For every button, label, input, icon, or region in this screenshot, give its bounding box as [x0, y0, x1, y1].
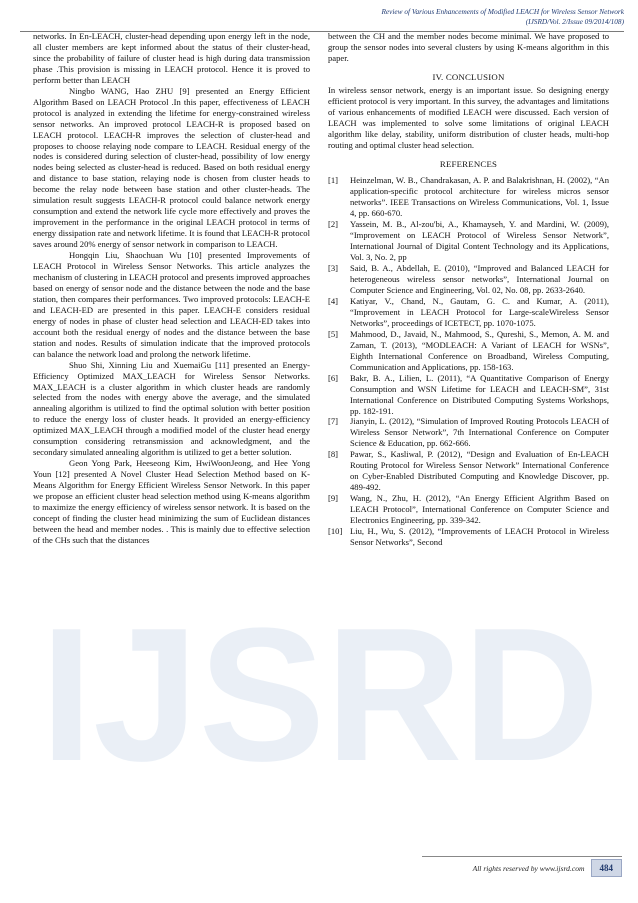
reference-item — [328, 219, 609, 263]
reference-item — [328, 263, 609, 296]
reference-text: Heinzelman, W. B., Chandrakasan, A. P. and Balakrishnan, H. (2002), “An application-specific protocol architecture for wireless micros sensor networks”. IEEE Transactions on Wireless Communications, Vol. 1, Issue 4, pp. 660-670. — [350, 175, 609, 219]
references-heading: REFERENCES — [439, 158, 498, 169]
reference-number: [6] — [328, 372, 339, 383]
reference-text: Katiyar, V., Chand, N., Gautam, G. C. and Kumar, A. (2011), “Improvement in LEACH Protocol for Large-scaleWireless Sensor Networks”, proceedings of ICETECT, pp. 1070-1075. — [350, 295, 609, 328]
reference-number: [5] — [328, 328, 339, 339]
reference-text: Said, B. A., Abdellah, E. (2010), “Improved and Balanced LEACH for heterogeneous wireless sensor networks”, International Journal on Computer Science and Engineering, Vol. 02, No. 08, pp. 2633-2640. — [350, 263, 609, 296]
reference-item — [328, 329, 609, 373]
reference-item — [328, 526, 609, 548]
reference-text: Liu, H., Wu, S. (2012), “Improvements of LEACH Protocol in Wireless Sensor Networks”, Second — [350, 525, 609, 547]
reference-item — [328, 493, 609, 526]
ijsrd-watermark-logo — [40, 560, 600, 840]
footer-rule — [422, 856, 622, 857]
reference-number: [2] — [328, 219, 339, 230]
reference-text: Yassein, M. B., Al-zou'bi, A., Khamayseh, Y. and Mardini, W. (2009), “Improvement on LEACH Protocol of Wireless Sensor Network”, International Journal of Digital Content Technology and its Applications, Vol. 3, No. 2, pp — [350, 219, 609, 263]
conclusion-heading: IV. CONCLUSION — [432, 71, 505, 82]
reference-text: Mahmood, D., Javaid, N., Mahmood, S., Qureshi, S., Memon, A. M. and Zaman, T. (2013), “MODLEACH: A Variant of LEACH for WSNs”, Eighth International Conference on Broadband, Wireless Computing, Communication and Applications, pp. 158-163. — [350, 328, 609, 372]
left-paragraph-3: Hongqin Liu, Shaochuan Wu [10] presented Improvements of LEACH Protocol in Wireless Sensor Networks. This article analyzes the mechanism of clustering in LEACH protocol and presents improved approaches based on energy of sensor node and the distance between the node and the base station, then compares their performances. Two improved protocols: LEACH-E and LEACH-ED are presented in this paper. LEACH-E considers residual energy of nodes in phase of cluster head selection and LEACH-ED takes into account both the residual energy of nodes and the distance between the base station and nodes. Results of simulation indicate that the improved protocols can balance the network load and prolong the network lifetime. — [33, 250, 310, 359]
page-footer — [473, 859, 622, 877]
right-column — [328, 31, 609, 548]
reference-text: Wang, N., Zhu, H. (2012), “An Energy Efficient Algrithm Based on LEACH Protocol”, International Conference on Computer Science and Electronics Engineering, pp. 339-342. — [350, 493, 609, 526]
left-paragraph-5: Geon Yong Park, Heeseong Kim, HwiWoonJeong, and Hee Yong Youn [12] presented A Novel Cluster Head Selection Method based on K-Means Algorithm for Energy Efficient Wireless Sensor Network. In this paper we propose an efficient cluster head selection method using K-means algorithm to maximize the energy efficiency of wireless sensor network. It is based on the concept of finding the cluster head minimizing the sum of Euclidean distances between the head and member nodes. . This is mainly due to effective selection of the CHs such that the distances — [33, 458, 310, 545]
reference-number: [4] — [328, 295, 339, 306]
left-column — [33, 31, 310, 546]
reference-text: Bakr, B. A., Lilien, L. (2011), “A Quantitative Comparison of Energy Consumption and WSN Lifetime for LEACH and LEACH-SM”, 31st International Conference on Distributed Computing Systems Workshops, pp. 182-191. — [350, 372, 609, 416]
reference-text: Pawar, S., Kasliwal, P. (2012), “Design and Evaluation of En-LEACH Routing Protocol for Wireless Sensor Network” International Conference on Cyber-Enabled Distributed Computing and Knowledge Discover, pp. 489-492. — [350, 449, 609, 493]
left-paragraph-2: Ningbo WANG, Hao ZHU [9] presented an Energy Efficient Algorithm Based on LEACH Protocol .In this paper, effectiveness of LEACH protocol is analyzed in extending the lifetime for energy-constrained wireless sensor networks. An improved protocol LEACH-R is proposed based on LEACH protocol. LEACH-R improves the selection of cluster-head and proposes to choose relaying node compare to LEACH. Residual energy of the nodes is considered during selection of cluster-head, possibility of low energy nodes being selected as cluster-head is reduced. Based on both residual energy and distance to base station, relaying node is chosen from cluster heads to become the relay node between base station and other cluster-heads. The simulation result suggests LEACH-R protocol could balance network energy consumption and extend the network life cycle more effectively and proves the improvement in the performance in the original LEACH protocol in terms of energy dissipation rate and network lifetime. It is found that LEACH-R protocol saves around 20% energy of sensor network in comparison to LEACH. — [33, 85, 310, 250]
page-number: 484 — [591, 859, 623, 877]
right-paragraph-1: between the CH and the member nodes become minimal. We have proposed to group the sensor nodes into several clusters by using K-means algorithm in this paper. — [328, 31, 609, 63]
left-paragraph-1: networks. In En-LEACH, cluster-head depending upon energy left in the node, all cluster members are kept informed about the status of their cluster-head, since the probability of failure of cluster head is high during data transmission phase .This provision is missing in LEACH protocol. Hence it is proved to perform better than LEACH — [33, 31, 310, 85]
reference-number: [7] — [328, 416, 339, 427]
reference-number: [8] — [328, 449, 339, 460]
reference-number: [9] — [328, 493, 339, 504]
reference-item — [328, 296, 609, 329]
running-header — [381, 7, 624, 27]
svg-text:IJSRD: IJSRD — [40, 589, 600, 801]
reference-text: Jianyin, L. (2012), “Simulation of Improved Routing Protocols LEACH of Wireless Sensor Network”, 7th International Conference on Computer Science & Education, pp. 662-666. — [350, 416, 609, 449]
conclusion-text: In wireless sensor network, energy is an important issue. So designing energy efficient protocol is very important. In this survey, the advantages and limitations of various enhancements of modified LEACH were discussed. Each version of LEACH was implemented to solve some limitations of original LEACH algorithm like delay, stability, uniform distribution of cluster heads, multi-hop routing and optimal cluster head selection. — [328, 84, 609, 150]
left-paragraph-4: Shuo Shi, Xinning Liu and XuemaiGu [11] presented an Energy-Efficiency Optimized MAX_LEACH for Wireless Sensor Networks. MAX_LEACH is a cluster algorithm in which cluster heads are randomly selected from the nodes with energy above the average, and the simulated annealing algorithm is utilized to find the optimal solution with better position to reduce the energy loss of cluster heads. It provided an energy-efficiency optimized MAX_LEACH through a modified model of the cluster head energy consumption considering retransmission and acknowledgment, and the secondary simulated annealing algorithm is utilized to get a better solution. — [33, 359, 310, 458]
reference-item — [328, 373, 609, 417]
reference-item — [328, 175, 609, 219]
reference-item — [328, 449, 609, 493]
reference-number: [3] — [328, 263, 339, 274]
header-title: Review of Various Enhancements of Modified LEACH for Wireless Sensor Network — [381, 7, 624, 16]
rights-text: All rights reserved by www.ijsrd.com — [472, 863, 585, 873]
header-journal: (IJSRD/Vol. 2/Issue 09/2014/108) — [525, 17, 624, 26]
reference-item — [328, 416, 609, 449]
reference-number: [1] — [328, 175, 339, 186]
reference-list — [328, 175, 609, 547]
reference-number: [10] — [328, 525, 343, 536]
